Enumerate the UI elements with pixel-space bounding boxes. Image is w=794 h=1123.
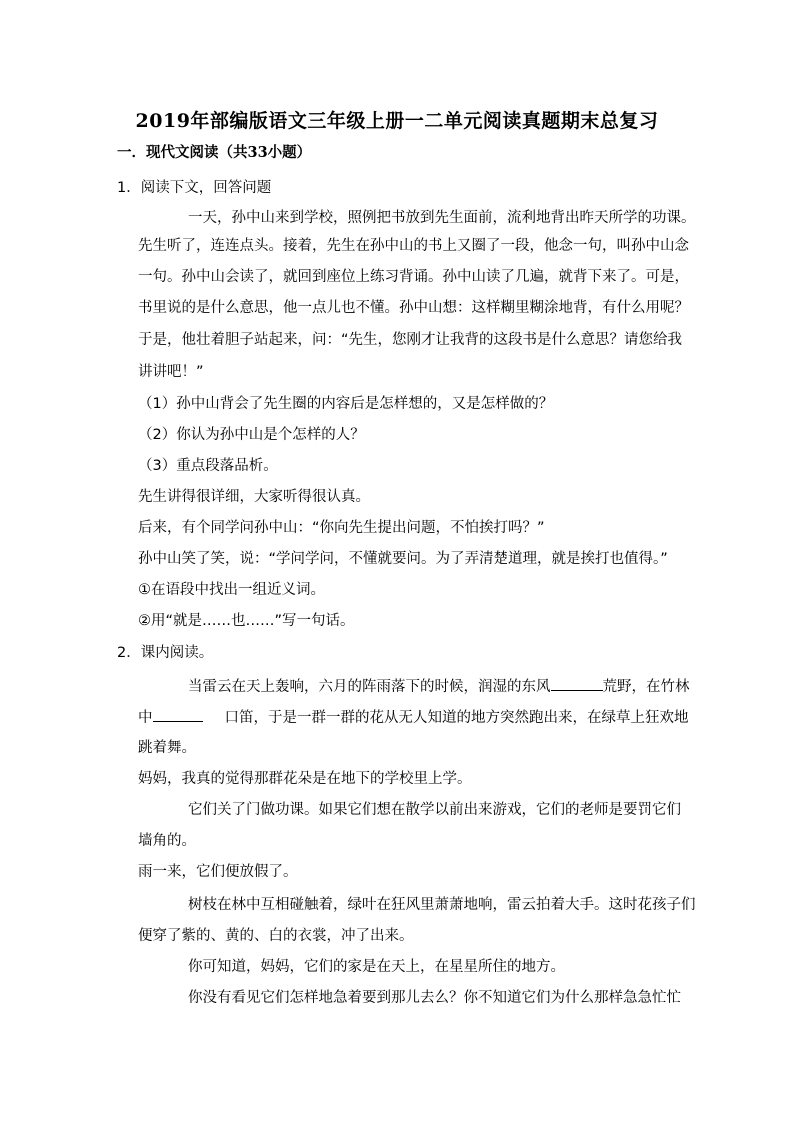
sub-question: （3）重点段落品析。 (138, 458, 278, 474)
excerpt-line: 孙中山笑了笑，说：“学问学问，不懂就要问。为了弄清楚道理，就是挨打也值得。” (138, 551, 668, 567)
sub-question: （1）孙中山背会了先生圈的内容后是怎样想的，又是怎样做的？ (138, 396, 554, 412)
excerpt-line: 后来，有个同学问孙中山：“你向先生提出问题，不怕挨打吗？” (138, 520, 545, 536)
passage-line: 便穿了紫的、黄的、白的衣裳，冲了出来。 (138, 928, 414, 944)
task-item: ②用“就是……也……”写一句话。 (138, 613, 355, 629)
fill-blank[interactable] (153, 707, 203, 722)
question-number: 1． (117, 180, 141, 196)
passage-line: 讲讲吧！” (138, 364, 204, 380)
passage-line: 树枝在林中互相碰触着，绿叶在狂风里萧萧地响，雷云拍着大手。这时花孩子们 (188, 897, 696, 913)
passage-line: 妈妈，我真的觉得那群花朵是在地下的学校里上学。 (138, 771, 472, 787)
passage-line: 雨一来，它们便放假了。 (138, 864, 298, 880)
passage-line: 先生听了，连连点头。接着，先生在孙中山的书上又圈了一段，他念一句，叫孙中山念 (138, 238, 689, 254)
question-prompt: 阅读下文，回答问题 (140, 180, 272, 196)
passage-line: 墙角的。 (138, 833, 196, 849)
passage-line: 一句。孙中山会读了，就回到座位上练习背诵。孙中山读了几遍，就背下来了。可是， (138, 269, 689, 285)
page-title: 2019年部编版语文三年级上册一二单元阅读真题期末总复习 (135, 110, 659, 132)
passage-line: 你可知道，妈妈，它们的家是在天上，在星星所住的地方。 (188, 959, 565, 975)
task-item: ①在语段中找出一组近义词。 (138, 582, 325, 598)
passage-line: 它们关了门做功课。如果它们想在散学以前出来游戏，它们的老师是要罚它们 (188, 802, 681, 818)
question-prompt: 课内阅读。 (140, 645, 214, 661)
passage-line: 你没有看见它们怎样地急着要到那儿去么？你不知道它们为什么那样急急忙忙 (188, 990, 681, 1006)
passage-line: 书里说的是什么意思，他一点儿也不懂。孙中山想：这样糊里糊涂地背，有什么用呢？ (138, 300, 689, 316)
fill-blank[interactable] (551, 676, 603, 691)
section-heading: 一．现代文阅读（共33小题） (117, 144, 312, 161)
passage-text: 口笛，于是一群一群的花从无人知道的地方突然跑出来，在绿草上狂欢地 (224, 710, 689, 726)
passage-text: 荒野，在竹林 (602, 679, 690, 695)
passage-line: 一天，孙中山来到学校，照例把书放到先生面前，流利地背出昨天所学的功课。 (188, 210, 696, 226)
sub-question: （2）你认为孙中山是个怎样的人？ (138, 427, 365, 443)
question-number: 2． (117, 645, 141, 661)
passage-line: 跳着舞。 (138, 740, 196, 756)
excerpt-line: 先生讲得很详细，大家听得很认真。 (138, 489, 370, 505)
passage-line: 于是，他壮着胆子站起来，问：“先生，您刚才让我背的这段书是什么意思？请您给我 (138, 332, 683, 348)
passage-text: 当雷云在天上轰响，六月的阵雨落下的时候，润湿的东风 (188, 679, 551, 695)
passage-text: 中 (138, 710, 153, 726)
